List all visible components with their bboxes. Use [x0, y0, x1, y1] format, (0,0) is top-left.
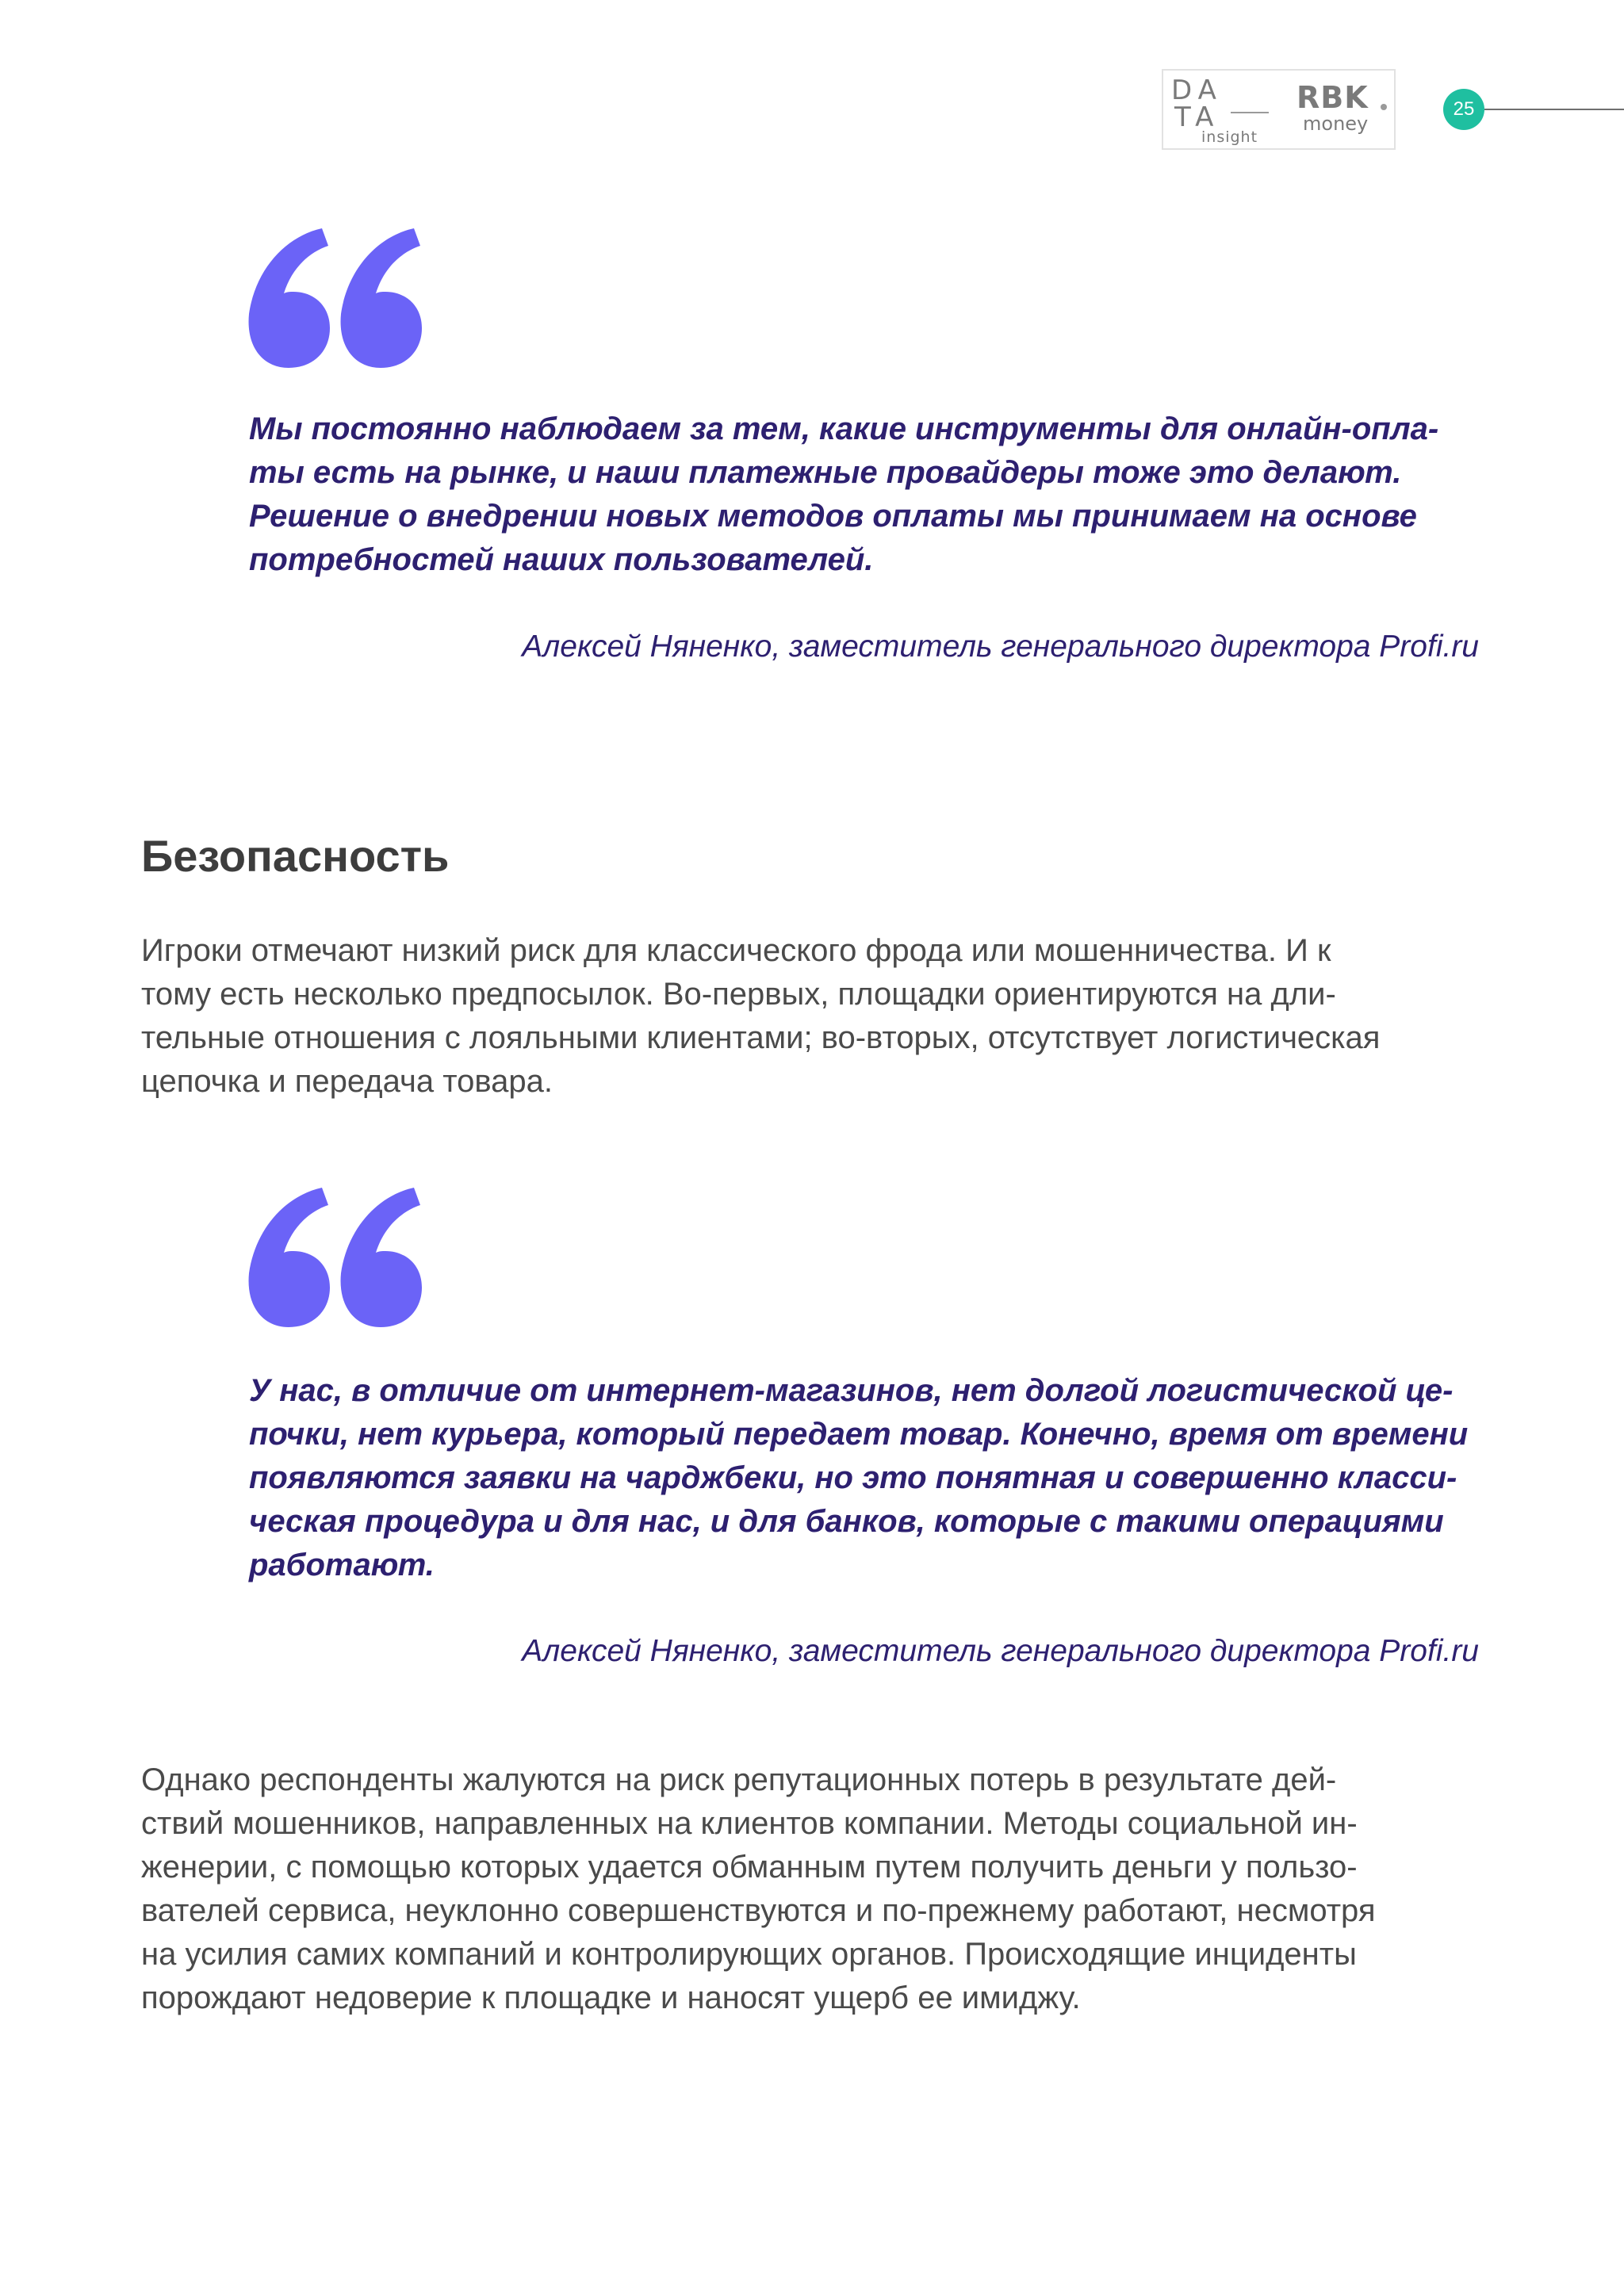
quote-mark-icon	[246, 220, 428, 371]
quote-1-attribution: Алексей Няненко, заместитель генерального директора Profi.ru	[522, 629, 1479, 664]
quote-line: появляются заявки на чарджбеки, но это понятная и совершенно класси-	[249, 1460, 1457, 1495]
quote-line: работают.	[249, 1548, 435, 1582]
rbk-money-logo	[1297, 82, 1392, 137]
paragraph-line: ствий мошенников, направленных на клиентов компании. Методы социальной ин-	[141, 1806, 1358, 1841]
partner-logos	[1162, 69, 1396, 150]
quote-mark-icon	[246, 1180, 428, 1330]
paragraph-line: вателей сервиса, неуклонно совершенствуются и по-прежнему работают, несмотря	[141, 1893, 1376, 1928]
paragraph-1	[141, 929, 1489, 1104]
paragraph-line: на усилия самих компаний и контролирующих органов. Происходящие инциденты	[141, 1937, 1357, 1972]
header-rule	[1484, 109, 1624, 110]
quote-line: Мы постоянно наблюдаем за тем, какие инструменты для онлайн-опла-	[249, 411, 1439, 446]
paragraph-line: женерии, с помощью которых удается обманным путем получить деньги у пользо-	[141, 1850, 1358, 1885]
data-insight-logo-line2: TA	[1174, 101, 1220, 133]
quote-line: потребностей наших пользователей.	[249, 542, 874, 577]
logo-underline	[1231, 112, 1269, 113]
rbk-logo-dot	[1381, 104, 1387, 110]
quote-line: У нас, в отличие от интернет-магазинов, нет долгой логистической це-	[249, 1373, 1454, 1408]
quote-line: Решение о внедрении новых методов оплаты мы принимаем на основе	[249, 499, 1417, 534]
quote-1-text	[249, 408, 1486, 582]
data-insight-logo	[1171, 72, 1282, 147]
paragraph-line: цепочка и передача товара.	[141, 1064, 553, 1099]
data-insight-logo-line3: insight	[1201, 128, 1258, 146]
quote-line: почки, нет курьера, который передает товар. Конечно, время от времени	[249, 1417, 1469, 1452]
data-insight-logo-line1: DA	[1171, 75, 1223, 106]
paragraph-line: Однако респонденты жалуются на риск репутационных потерь в результате дей-	[141, 1762, 1337, 1797]
quote-line: ческая процедура и для нас, и для банков, которые с такими операциями	[249, 1504, 1444, 1539]
rbk-logo-line2: money	[1303, 113, 1369, 135]
quote-2-text	[249, 1369, 1486, 1587]
paragraph-line: Игроки отмечают низкий риск для классического фрода или мошенничества. И к	[141, 933, 1331, 968]
paragraph-line: тельные отношения с лояльными клиентами; во-вторых, отсутствует логистическая	[141, 1020, 1381, 1055]
rbk-logo-line1: RBK	[1297, 80, 1369, 115]
paragraph-line: тому есть несколько предпосылок. Во-первых, площадки ориентируются на дли-	[141, 977, 1336, 1012]
paragraph-line: порождают недоверие к площадке и наносят ущерб ее имиджу.	[141, 1980, 1081, 2015]
page-number: 25	[1443, 89, 1484, 130]
section-title: Безопасность	[141, 831, 450, 881]
quote-2-attribution: Алексей Няненко, заместитель генерального директора Profi.ru	[522, 1634, 1479, 1668]
quote-line: ты есть на рынке, и наши платежные провайдеры тоже это делают.	[249, 455, 1402, 490]
paragraph-2	[141, 1758, 1489, 2020]
